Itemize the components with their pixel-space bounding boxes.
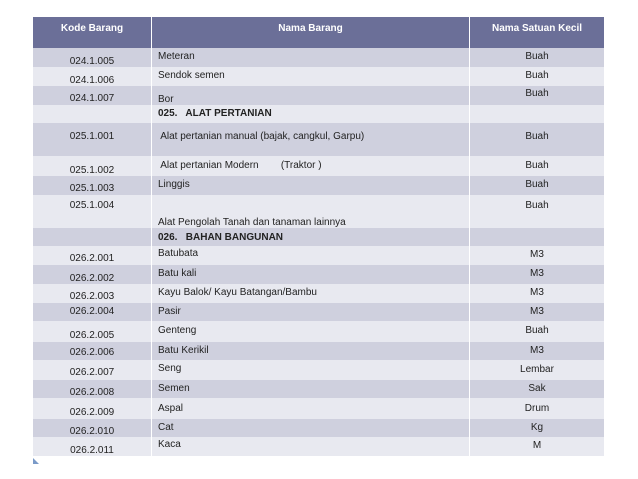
satuan-cell: M3 bbox=[530, 268, 544, 279]
kode-barang-cell: 024.1.007 bbox=[33, 86, 152, 105]
satuan-cell bbox=[470, 228, 604, 246]
kode-barang-cell: 026.2.011 bbox=[33, 437, 152, 456]
nama-barang-cell: Meteran bbox=[152, 48, 470, 67]
table-row bbox=[33, 156, 604, 176]
nama-barang-cell: Kaca bbox=[152, 437, 470, 456]
nama-barang-cell: Genteng bbox=[152, 321, 470, 342]
nama-barang-cell: Batu kali bbox=[152, 265, 470, 284]
satuan-cell: Buah bbox=[525, 131, 549, 142]
nama-barang-cell: Semen bbox=[152, 380, 470, 398]
header-nama-satuan: Nama Satuan Kecil bbox=[491, 23, 583, 34]
kode-barang-cell: 024.1.006 bbox=[33, 67, 152, 86]
satuan-cell: M3 bbox=[530, 345, 544, 356]
table-row bbox=[33, 48, 604, 67]
header-nama-barang: Nama Barang bbox=[152, 17, 470, 48]
kode-barang-cell bbox=[33, 105, 152, 123]
data-table bbox=[33, 17, 604, 456]
kode-barang-cell: 026.2.004 bbox=[33, 303, 152, 321]
table-row bbox=[33, 360, 604, 380]
nama-barang-cell: Bor bbox=[152, 86, 470, 105]
satuan-cell: Buah bbox=[525, 179, 549, 190]
kode-barang-cell: 025.1.001 bbox=[33, 123, 152, 156]
nama-barang-cell: Pasir bbox=[152, 303, 470, 321]
kode-barang-cell: 026.2.008 bbox=[33, 380, 152, 398]
table-row bbox=[33, 284, 604, 303]
satuan-cell: Kg bbox=[530, 422, 544, 433]
kode-barang-cell: 025.1.002 bbox=[33, 156, 152, 176]
table-row bbox=[33, 265, 604, 284]
table-row bbox=[33, 398, 604, 419]
table-row bbox=[33, 321, 604, 342]
satuan-cell: Buah bbox=[525, 160, 549, 171]
table-row bbox=[33, 342, 604, 360]
table-row bbox=[33, 419, 604, 437]
nama-barang-cell: Aspal bbox=[152, 398, 470, 419]
nama-barang-cell: Batubata bbox=[152, 246, 470, 265]
table-row bbox=[33, 123, 604, 156]
table-row bbox=[33, 86, 604, 105]
satuan-cell: M3 bbox=[530, 306, 544, 317]
kode-barang-cell: 025.1.004 bbox=[33, 195, 152, 228]
kode-barang-cell: 026.2.010 bbox=[33, 419, 152, 437]
nama-barang-cell: Cat bbox=[152, 419, 470, 437]
table-row bbox=[33, 303, 604, 321]
satuan-cell: Sak bbox=[528, 383, 546, 394]
kode-barang-cell: 026.2.006 bbox=[33, 342, 152, 360]
satuan-cell: M3 bbox=[530, 287, 544, 298]
kode-barang-cell: 026.2.009 bbox=[33, 398, 152, 419]
satuan-cell: Drum bbox=[524, 403, 550, 414]
slide-corner-mark bbox=[33, 458, 39, 464]
kode-barang-cell bbox=[33, 228, 152, 246]
nama-barang-cell: Sendok semen bbox=[152, 67, 470, 86]
nama-barang-cell: Kayu Balok/ Kayu Batangan/Bambu bbox=[152, 284, 470, 303]
kode-barang-cell: 024.1.005 bbox=[33, 48, 152, 67]
table-row bbox=[33, 67, 604, 86]
table-header bbox=[33, 17, 604, 48]
table-row bbox=[33, 176, 604, 195]
nama-barang-cell: Alat Pengolah Tanah dan tanaman lainnya bbox=[152, 195, 470, 228]
satuan-cell: Buah bbox=[525, 51, 549, 62]
kode-barang-cell: 026.2.002 bbox=[33, 265, 152, 284]
satuan-cell: M bbox=[532, 440, 542, 451]
nama-barang-cell: Linggis bbox=[152, 176, 470, 195]
table-row bbox=[33, 195, 604, 228]
table-row bbox=[33, 246, 604, 265]
nama-barang-cell: Alat pertanian Modern (Traktor ) bbox=[152, 156, 470, 176]
section-row bbox=[33, 228, 604, 246]
header-kode-barang: Kode Barang bbox=[33, 17, 152, 48]
satuan-cell: Buah bbox=[525, 70, 549, 81]
section-title-cell: 026. BAHAN BANGUNAN bbox=[152, 228, 470, 246]
kode-barang-cell: 026.2.007 bbox=[33, 360, 152, 380]
kode-barang-cell: 026.2.003 bbox=[33, 284, 152, 303]
satuan-cell: Buah bbox=[525, 325, 549, 336]
kode-barang-cell: 026.2.005 bbox=[33, 321, 152, 342]
table-row bbox=[33, 437, 604, 456]
nama-barang-cell: Seng bbox=[152, 360, 470, 380]
section-row bbox=[33, 105, 604, 123]
kode-barang-cell: 026.2.001 bbox=[33, 246, 152, 265]
satuan-cell: M3 bbox=[530, 249, 544, 260]
satuan-cell: Lembar bbox=[520, 364, 554, 375]
satuan-cell bbox=[470, 105, 604, 123]
nama-barang-cell: Batu Kerikil bbox=[152, 342, 470, 360]
satuan-cell: Buah bbox=[525, 200, 549, 211]
kode-barang-cell: 025.1.003 bbox=[33, 176, 152, 195]
satuan-cell: Buah bbox=[525, 88, 549, 99]
table-row bbox=[33, 380, 604, 398]
section-title-cell: 025. ALAT PERTANIAN bbox=[152, 105, 470, 123]
nama-barang-cell: Alat pertanian manual (bajak, cangkul, Garpu) bbox=[152, 123, 470, 156]
